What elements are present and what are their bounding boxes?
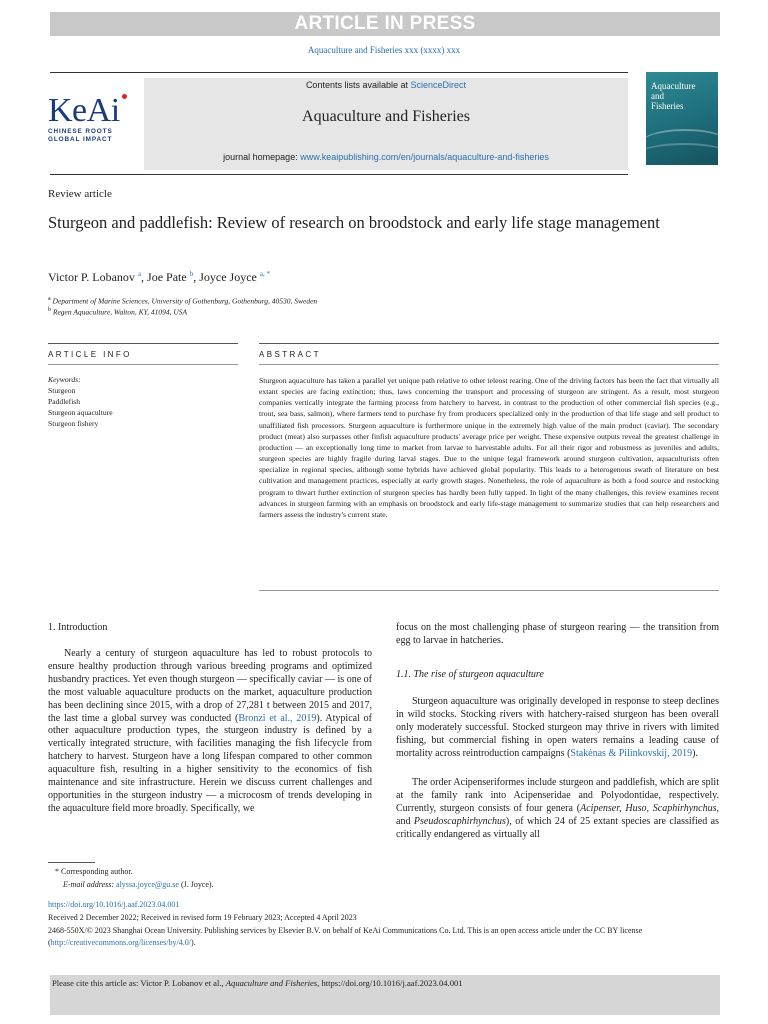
doi-link[interactable]	[48, 900, 179, 909]
keyword-item: Sturgeon	[48, 386, 76, 395]
abstract-top-rule	[259, 343, 719, 344]
homepage-prefix: journal homepage:	[223, 152, 298, 162]
subsection-heading: 1.1. The rise of sturgeon aquaculture	[396, 669, 544, 680]
cite-doi[interactable]: https://doi.org/10.1016/j.aaf.2023.04.001	[321, 978, 463, 988]
genus-name: Pseudoscaphirhynchus	[413, 815, 506, 827]
journal-name: Aquaculture and Fisheries	[302, 108, 470, 125]
header-top-rule	[50, 72, 628, 73]
logo-tagline-1: CHINESE ROOTS	[48, 128, 113, 135]
received-dates: Received 2 December 2022; Received in revised form 19 February 2023; Accepted 4 April 2023	[48, 913, 357, 922]
article-type: Review article	[48, 188, 112, 200]
author-affil-marker[interactable]: a, *	[259, 270, 270, 278]
license-text-part2: ).	[190, 938, 196, 947]
journal-homepage-line	[144, 152, 628, 162]
abstract-bottom-rule	[259, 590, 719, 591]
cover-title-line2: and	[651, 91, 664, 101]
citation-link[interactable]: Bronzi et al., 2019	[238, 712, 317, 724]
intro-paragraph	[48, 648, 372, 816]
abstract-heading: ABSTRACT	[259, 350, 321, 359]
cite-text: Please cite this article as: Victor P. Lobanov et al., Aquaculture and Fisheries, https://doi.org/10.1016/j.aaf.2023.04.001	[52, 978, 463, 988]
abstract-text: Sturgeon aquaculture has taken a parallel yet unique path relative to other teleost rearing. One of the driving factors has been the fact that virtually all extant species are facing extinction; thus, laws concerning the transport and processing of sturgeon are stringent. As a result, most sturgeon companies vertically integrate the farming process from hatchery to harvest, in contrast to the production of other commercial fish species (e.g., trout, sea bass, salmon), where farmers tend to purchase fry from producers specialized only in the production of that life stage and sell product to unaffiliated fish processors. Sturgeon aquaculture is furthermore unique in the extremely high value of the main product (caviar). The secondary product (meat) also surpasses other finfish aquaculture products' average price per weight. These expensive outputs reveal the greatest challenge in production — an exceptionally long time to market from larvae to harvestable adults. For all their rigor and robustness as juveniles and adults, sturgeon species are highly fragile during larval stages. Due to the unique legal framework around sturgeon cultivation, aquaculturists often specialize in regional species, although some hybrids have achieved global popularity. This leads to a heterogenous swath of literature on best cultivation and management practices, especially at early growth stages. Nonetheless, the role of aquaculture as both a food source and restocking program to thwart further extinction of sturgeon species has hardly been fully tapped. In light of the many challenges, this review examines recent advances in sturgeon farming with an emphasis on broodstock and early life-stage management to summarize studies that can help researchers and farmers assess the industry's current state.	[259, 376, 719, 519]
logo-dot-icon	[122, 94, 127, 99]
email-suffix: (J. Joyce).	[180, 880, 214, 889]
author-list: Victor P. Lobanov $^a$, Joe Pate $^b$, Joyce Joyce $^{a, *}$	[48, 270, 270, 284]
affiliation	[48, 296, 317, 306]
article-in-press-banner: ARTICLE IN PRESS	[50, 12, 720, 36]
doi-link-text[interactable]: https://doi.org/10.1016/j.aaf.2023.04.001	[48, 900, 180, 909]
journal-homepage-link[interactable]: www.keaipublishing.com/en/journals/aquaculture-and-fisheries	[300, 152, 549, 162]
journal-cover-image[interactable]	[646, 72, 718, 165]
author-affil-marker[interactable]: b	[189, 270, 194, 278]
paragraph-text: ), of which 24 of 25 extant species are classified as critically endangered as virtually all	[396, 815, 719, 840]
cover-title	[651, 81, 715, 111]
email-label: E-mail address:	[63, 880, 115, 889]
affiliation-text: Regen Aquaculture, Walton, KY, 41094, USA	[52, 307, 188, 317]
paragraph-text: ).	[692, 747, 698, 759]
cover-wave-decoration-2	[646, 143, 718, 165]
section-heading-introduction: 1. Introduction	[48, 622, 108, 633]
article-info-sub-rule	[48, 364, 238, 365]
affiliation-marker: a	[48, 296, 51, 302]
keywords-label: Keywords:	[48, 375, 81, 384]
logo-tagline-2: GLOBAL IMPACT	[48, 136, 113, 143]
article-info-heading: ARTICLE INFO	[48, 350, 132, 359]
article-info-top-rule	[48, 343, 238, 344]
license-text-part1: 2468-550X/© 2023 Shanghai Ocean University. Publishing services by Elsevier B.V. on behalf of KeAi Communications Co. Ltd. This is an open access article under the CC BY license (	[48, 926, 643, 947]
affiliation-marker: b	[48, 307, 51, 313]
keai-logo-word: KeAi	[48, 92, 120, 129]
keyword-item: Sturgeon fishery	[48, 419, 99, 428]
header-bottom-rule	[50, 174, 628, 175]
contents-line	[144, 80, 628, 90]
affiliation-text: Department of Marine Sciences, University of Gothenburg, Gothenburg, 40530, Sweden	[52, 296, 318, 306]
keyword-item: Paddlefish	[48, 397, 81, 406]
paragraph-text: The order Acipenseriformes include sturgeon and paddlefish, which are split at the family rank into Acipenseridae and Polyodontidae, respectively. Currently, sturgeon consists of four genera (	[396, 777, 719, 814]
email-link[interactable]: alyssa.joyce@gu.se	[116, 880, 179, 889]
cover-title-line1: Aquaculture	[651, 81, 696, 91]
footnote-rule	[48, 862, 95, 863]
contents-prefix: Contents lists available at	[305, 80, 408, 90]
affiliation	[48, 307, 187, 317]
license-link[interactable]: http://creativecommons.org/licenses/by/4.0/	[50, 938, 191, 947]
email-line	[63, 880, 214, 889]
author-name[interactable]: Victor P. Lobanov	[48, 270, 135, 284]
license-text	[48, 925, 720, 949]
keywords-block	[48, 374, 238, 429]
genus-names: Acipenser, Huso, Scaphirhynchus,	[580, 802, 719, 814]
corresponding-author-note: * Corresponding author.	[55, 867, 133, 876]
paragraph-text: and	[396, 815, 414, 827]
right-column-paragraph	[396, 777, 719, 842]
author-name[interactable]: Joyce Joyce	[199, 270, 257, 284]
abstract-sub-rule	[259, 364, 719, 365]
keai-logo	[48, 94, 138, 144]
right-column-paragraph: focus on the most challenging phase of sturgeon rearing — the transition from egg to larvae in hatcheries.	[396, 622, 719, 646]
right-column-paragraph	[396, 696, 719, 761]
citation-link[interactable]: Stakėnas & Pilinkovskij, 2019	[570, 747, 693, 759]
article-title: Sturgeon and paddlefish: Review of research on broodstock and early life stage management	[48, 213, 660, 232]
cover-title-line3: Fisheries	[651, 101, 684, 111]
paragraph-text: Sturgeon aquaculture was originally developed in response to steep declines in wild stocks. Stocking rivers with hatchery-raised sturgeon has been overall only moderately successful. Stocked sturgeon may thrive in rivers with limited fishing, but commercial fishing in open waters remains a leading cause of mortality across reintroduction campaigns (	[396, 696, 719, 759]
keyword-item: Sturgeon aquaculture	[48, 408, 113, 417]
author-affil-marker[interactable]: a	[137, 270, 142, 278]
cite-prefix: Please cite this article as: Victor P. Lobanov et al.,	[52, 978, 224, 988]
author-name[interactable]: Joe Pate	[147, 270, 187, 284]
sciencedirect-link[interactable]: ScienceDirect	[410, 80, 467, 90]
issue-line-link[interactable]: Aquaculture and Fisheries xxx (xxxx) xxx	[307, 45, 461, 55]
intro-text-part2: ). Atypical of other aquaculture production types, the sturgeon industry is defined by a vertically integrated structure, with facilities managing the fish lifecycle from hatchery to harvest. Sturgeon have a long lifespan compared to other common aquaculture fish, resulting in a higher sensitivity to the economics of fish maintenance and site infrastructure. Herein we discuss current challenges and opportunities in the sturgeon industry — a microcosm of trends developing in the aquaculture field more broadly. Specifically, we	[48, 712, 372, 814]
cite-journal: Aquaculture and Fisheries	[225, 978, 318, 988]
intro-text-part1: Nearly a century of sturgeon aquaculture has led to robust protocols to ensure healthy production through various breeding programs and optimized husbandry practices. Yet even though sturgeon — specifically caviar — is one of the most valuable aquaculture products on the market, aquaculture production has been declining since 2015, with a drop of 27,281 t between 2015 and 2017, the last time a global survey was conducted (	[48, 648, 372, 724]
